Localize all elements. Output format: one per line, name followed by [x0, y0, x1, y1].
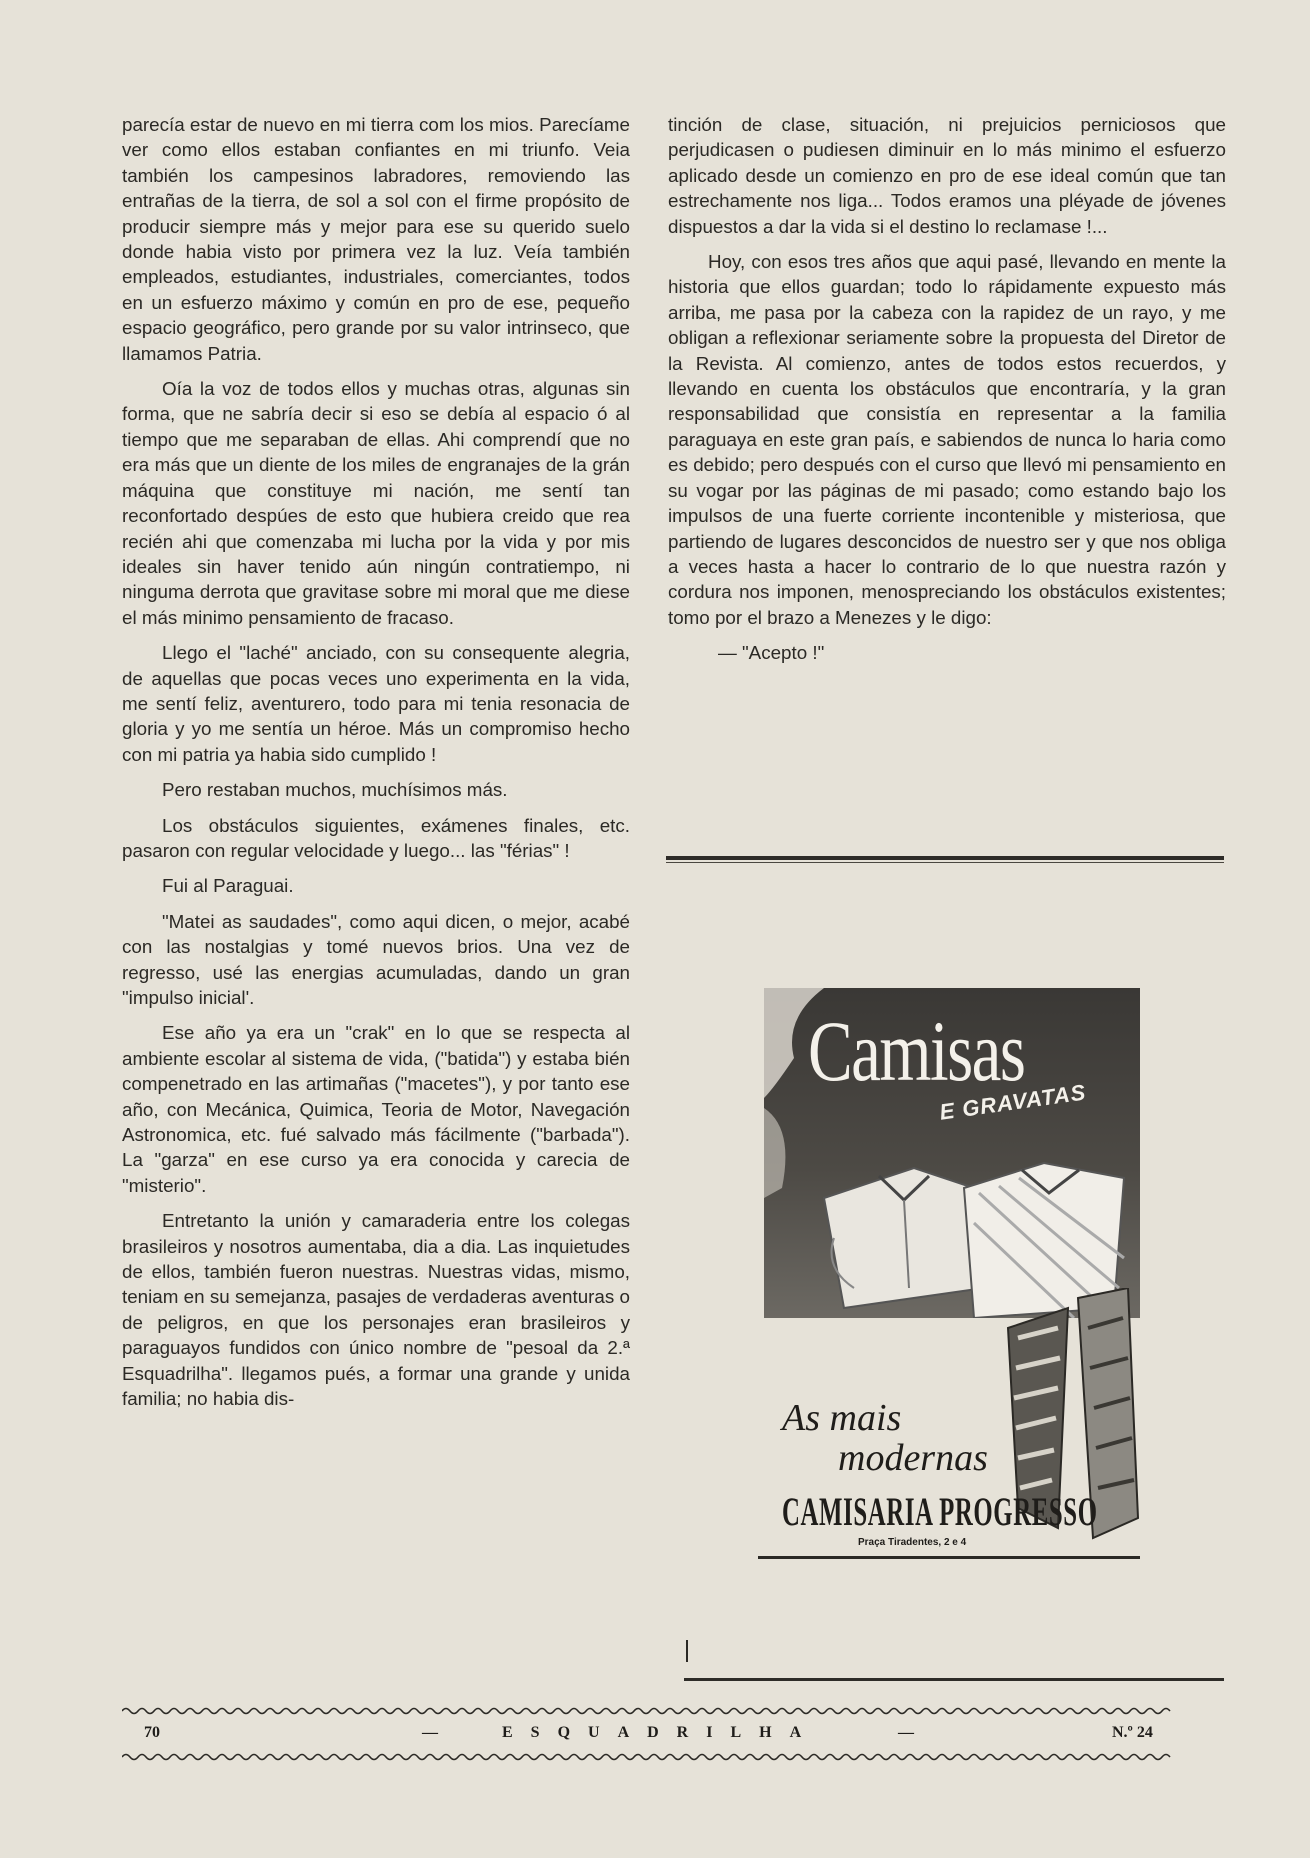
magazine-name: ESQUADRILHA: [502, 1724, 820, 1741]
ad-tagline-line1: As mais: [782, 1397, 902, 1439]
ad-tagline-line2: modernas: [838, 1437, 988, 1479]
ad-brand: CAMISARIA PROGRESSO: [782, 1489, 1098, 1534]
paragraph: Oía la voz de todos ellos y muchas otras, algunas sin forma, que ne sabría decir si eso se debía al espacio ó al tiempo que me separaban de ellas. Ahi comprendí que no era más que un diente de los miles de engranajes de la grán máquina que constituye mi nación, me sentí tan reconfortado despúes de esto que hubiera creido que rea recién ahi que comenzaba mi lucha por la vida y por mis ideales sin haver tenido aún ningún contratiempo, ni ninguma derrota que gravitase sobre mi moral que me diese el más minimo pensamiento de fracaso.: [122, 378, 630, 628]
paragraph: Los obstáculos siguientes, exámenes finales, etc. pasaron con regular velocidade y luego... las "férias" !: [122, 814, 630, 861]
left-column: [122, 112, 630, 1422]
closing-quote: — "Acepto !": [718, 642, 825, 664]
ad-tagline: [782, 1398, 988, 1478]
paragraph: Ese año ya era un "crak" en lo que se respecta al ambiente escolar al sistema de vida, ("batida") y estaba bién compenetrado en las artimañas ("macetes"), y por tanto ese año, con Mecánica, Quimica, Teoria de Motor, Navegación Astronomica, etc. fué salvado más fácilmente ("barbada"). La "garza" en ese curso ya era conocida y carecia de "misterio".: [122, 1022, 630, 1196]
page-footer: [122, 1706, 1226, 1764]
ad-subheadline: E GRAVATAS: [938, 1079, 1088, 1125]
right-column: [668, 112, 1226, 676]
paragraph: Llego el "laché" anciado, con su consequente alegria, de aquellas que pocas veces uno experimenta en la vida, me sentí feliz, aventurero, todo para mi tenia resonacia de gloria y yo me sentía un héroe. Más un compromiso hecho con mi patria ya habia sido cumplido !: [122, 642, 630, 765]
paragraph: parecía estar de nuevo en mi tierra com los mios. Parecíame ver como ellos estaban confiantes en mi triunfo. Veia también los campesinos labradores, removiendo las entrañas de la tierra, de sol a sol con el firme propósito de producir siempre más y mejor para ese su querido suelo donde habia visto por primera vez la luz. Veía también empleados, estudiantes, industriales, comerciantes, todos en un esfuerzo máximo y común en pro de ese, pequeño espacio geográfico, pero grande por su valor intrinseco, que llamamos Patria.: [122, 114, 630, 364]
bottom-divider: [684, 1678, 1224, 1681]
paragraph: Entretanto la unión y camaraderia entre los colegas brasileiros y nosotros aumentaba, dia a dia. Las inquietudes de ellos, también fueron nuestras. Nuestras vidas, mismo, teniam en su semejanza, pasajes de verdaderas aventuras o de peligros, en que los personajes eran brasileiros y paraguayos fundidos con único nombre de "pesoal da 2.ª Esquadrilha". llegamos pués, a formar una grande y unida familia; no habia dis-: [122, 1210, 630, 1410]
issue-number: N.º 24: [1112, 1724, 1153, 1741]
section-divider: [666, 856, 1224, 860]
footer-wavy-rule-bottom: [122, 1752, 1226, 1762]
ad-address: Praça Tiradentes, 2 e 4: [858, 1537, 967, 1548]
paragraph: tinción de clase, situación, ni prejuicios perniciosos que perjudicasen o pudiesen diminuir en lo más minimo el esfuerzo aplicado desde un comienzo en pro de ese ideal común que tan estrechamente nos liga... Todos eramos una pléyade de jóvenes dispuestos a dar la vida si el destino lo reclamase !...: [668, 114, 1226, 237]
paragraph: "Matei as saudades", como aqui dicen, o mejor, acabé con las nostalgias y tomé nuevos brios. Una vez de regresso, usé las energias acumuladas, dando un gran "impulso inicial'.: [122, 910, 630, 1008]
footer-wavy-rule-top: [122, 1706, 1226, 1716]
ad-headline: Camisas: [808, 1003, 1025, 1099]
page-number: 70: [144, 1724, 160, 1741]
paragraph: Fui al Paraguai.: [162, 875, 294, 897]
print-mark: [686, 1640, 688, 1662]
footer-separator: —: [422, 1724, 438, 1741]
footer-separator: —: [898, 1724, 914, 1741]
paragraph: Hoy, con esos tres años que aqui pasé, llevando en mente la historia que ellos guardan; todo lo rápidamente expuesto más arriba, me pasa por la cabeza con la rapidez de un rayo, y me obligan a reflexionar seriamente sobre la propuesta del Diretor de la Revista. Al comienzo, antes de todos estos recuerdos, y llevando en cuenta los obstáculos que encontraría, y la gran responsabilidad que consistía en representar a la familia paraguaya en este gran país, e sabiendos de nunca lo haria como es debido; pero después con el curso que llevó mi pensamiento en su vogar por las páginas de mi pasado; como estando bajo los impulsos de una fuerte corriente incontenible y misteriosa, que partiendo de lugares desconcidos de nuestro ser y que nos obliga a veces hasta a hacer lo contrario de lo que nuestra razón y cordura nos imponen, menospreciando los obstáculos existentes; tomo por el brazo a Menezes y le digo:: [668, 251, 1226, 628]
folded-shirt-left: [824, 1168, 984, 1308]
ad-underline: [758, 1556, 1140, 1559]
paragraph: Pero restaban muchos, muchísimos más.: [162, 779, 508, 801]
section-divider-thin: [666, 862, 1224, 863]
advertisement: [758, 988, 1140, 1578]
